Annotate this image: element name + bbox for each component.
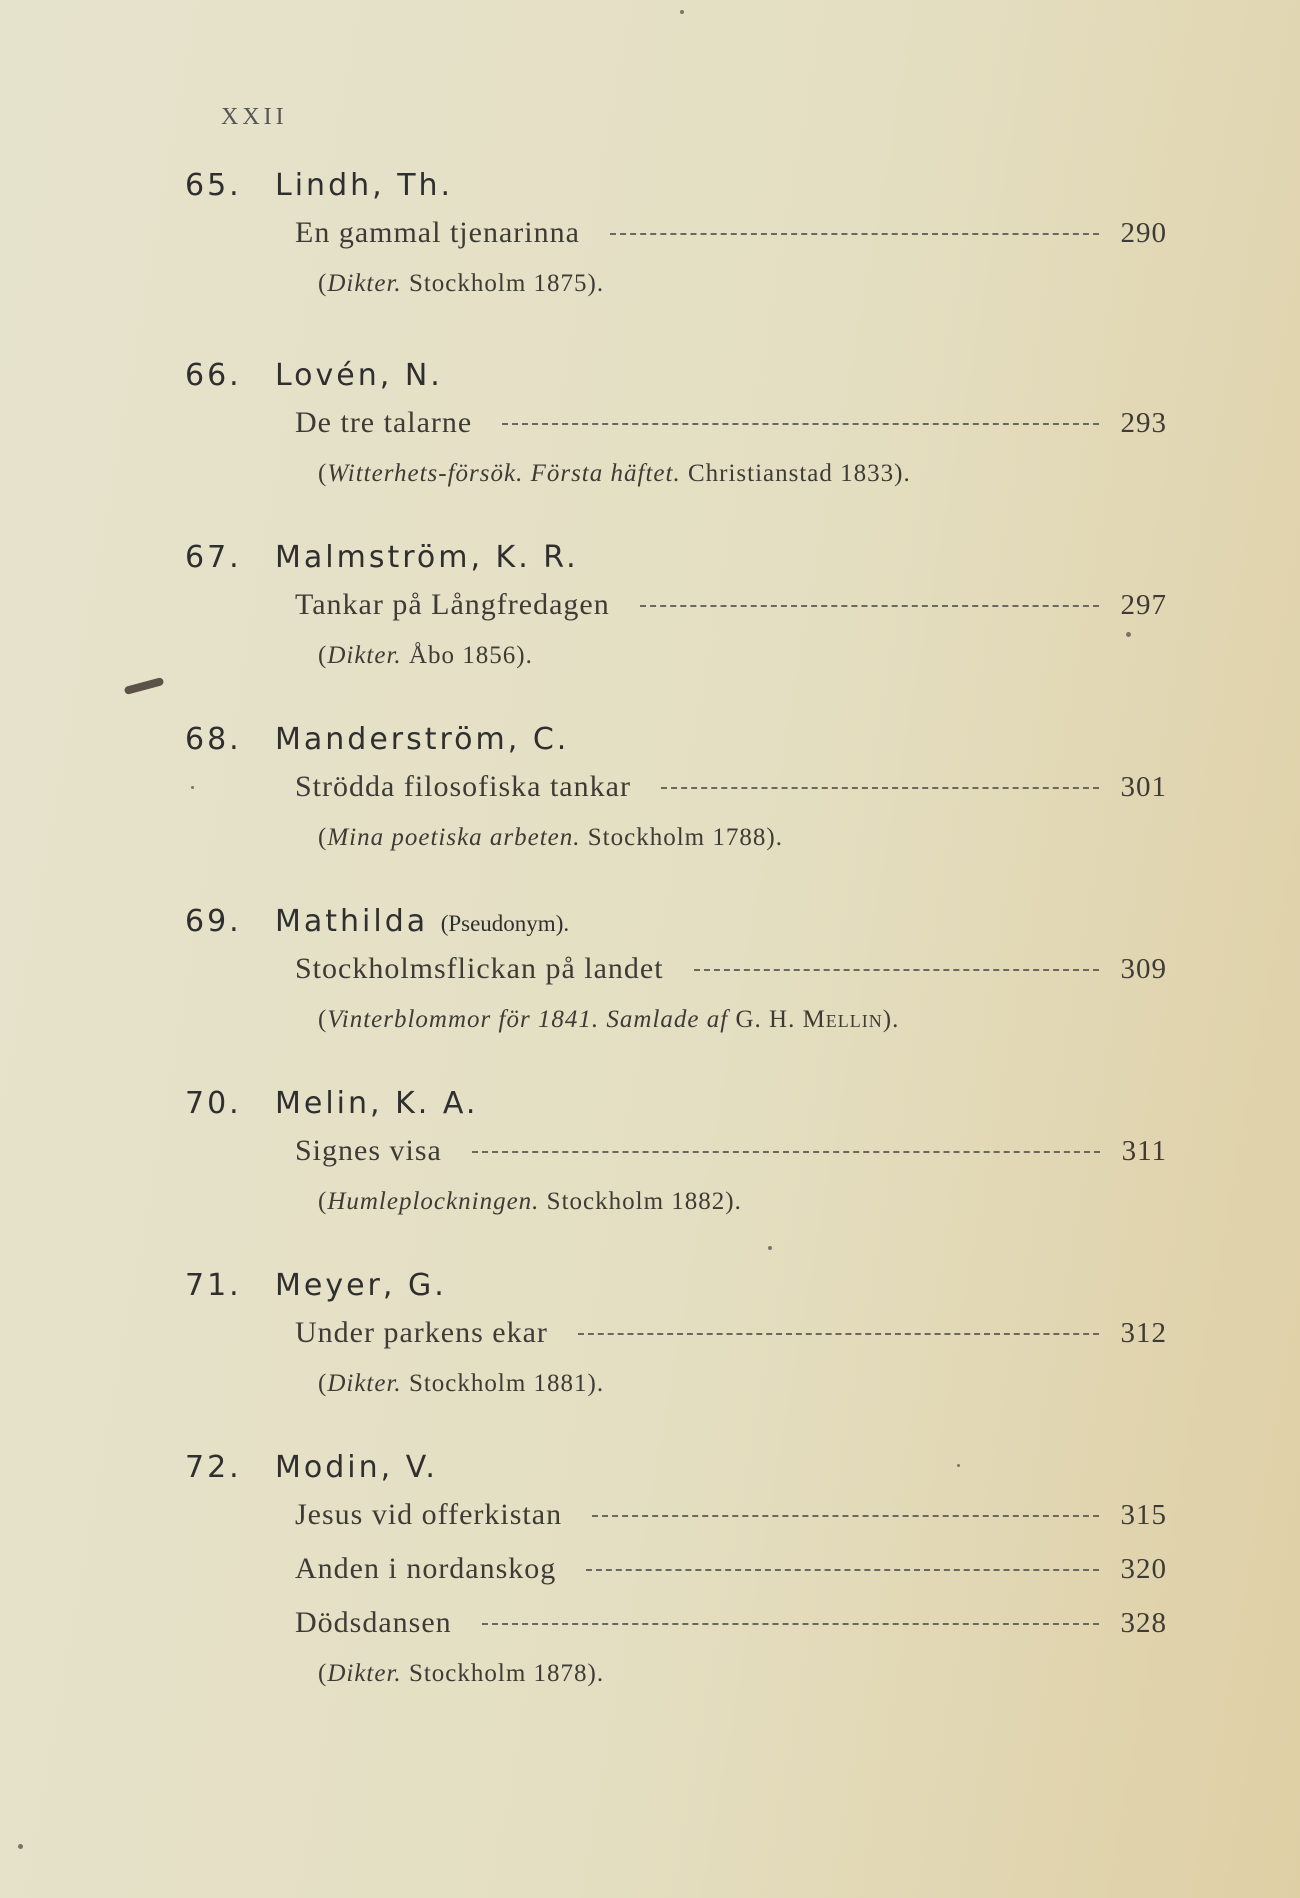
source-citation: (Dikter. Stockholm 1878). — [318, 1660, 605, 1687]
source-citation: (Dikter. Stockholm 1881). — [318, 1370, 605, 1397]
poem-line — [295, 1134, 1167, 1174]
poem-line — [295, 1552, 1167, 1592]
source-editor-surname: Mellin — [802, 1006, 883, 1033]
poem-line — [295, 1316, 1167, 1356]
entry-heading — [185, 1268, 447, 1303]
poem-line — [295, 1606, 1167, 1646]
entry-heading — [185, 1450, 438, 1485]
source-place: Stockholm 1881). — [408, 1370, 605, 1397]
poem-line — [295, 588, 1167, 628]
paper-speck — [191, 786, 194, 789]
entry-heading — [185, 904, 569, 939]
source-place: Stockholm 1878). — [408, 1660, 605, 1687]
poem-page: 290 — [1120, 217, 1167, 249]
poem-line — [295, 216, 1167, 256]
author-note: (Pseudonym). — [440, 911, 570, 936]
source-citation: (Humleplockningen. Stockholm 1882). — [318, 1188, 742, 1215]
author-name: Melin, K. A. — [275, 1086, 479, 1121]
source-place: Christianstad 1833). — [687, 460, 911, 487]
entry-heading — [185, 358, 443, 393]
source-citation: (Mina poetiska arbeten. Stockholm 1788). — [318, 824, 783, 851]
poem-page: 311 — [1121, 1135, 1167, 1167]
entry-heading — [185, 540, 579, 575]
poem-title: Under parkens ekar — [295, 1316, 548, 1349]
entry-number: 69. — [185, 904, 242, 939]
poem-page: 328 — [1120, 1607, 1167, 1639]
poem-title: Signes visa — [295, 1134, 442, 1167]
poem-title: Tankar på Långfredagen — [295, 588, 610, 621]
poem-title: De tre talarne — [295, 406, 473, 439]
dot-leader — [661, 787, 1099, 789]
dot-leader — [482, 1623, 1099, 1625]
poem-line — [295, 952, 1167, 992]
entry-number: 72. — [185, 1450, 242, 1485]
source-title: Mina poetiska arbeten. — [327, 824, 581, 851]
entry-number: 67. — [185, 540, 242, 575]
poem-title: En gammal tjenarinna — [295, 216, 580, 249]
source-title: Dikter. — [327, 1370, 402, 1397]
ink-mark — [124, 677, 165, 695]
poem-line — [295, 1498, 1167, 1538]
source-title: Dikter. — [327, 642, 402, 669]
source-place: Stockholm 1788). — [587, 824, 783, 851]
source-editor: G. H. — [735, 1006, 796, 1033]
source-title: Vinterblommor för 1841. Samlade af — [327, 1006, 729, 1033]
source-title: Humleplockningen. — [327, 1188, 540, 1215]
entry-number: 66. — [185, 358, 242, 393]
dot-leader — [694, 969, 1099, 971]
source-citation: (Vinterblommor för 1841. Samlade af G. H. Mellin). — [318, 1006, 900, 1033]
poem-page: 309 — [1120, 953, 1167, 985]
dot-leader — [586, 1569, 1098, 1571]
poem-title: Strödda filosofiska tankar — [295, 770, 631, 803]
poem-title: Stockholmsflickan på landet — [295, 952, 664, 985]
paper-speck — [680, 10, 684, 14]
paper-speck — [768, 1246, 772, 1250]
poem-title: Dödsdansen — [295, 1606, 452, 1639]
author-name: Lindh, Th. — [275, 168, 454, 203]
source-title: Dikter. — [327, 1660, 402, 1687]
dot-leader — [472, 1151, 1100, 1153]
poem-page: 312 — [1120, 1317, 1167, 1349]
dot-leader — [610, 233, 1099, 235]
dot-leader — [578, 1333, 1099, 1335]
poem-page: 315 — [1120, 1499, 1167, 1531]
author-name: Mathilda — [275, 904, 429, 939]
poem-page: 297 — [1120, 589, 1167, 621]
entry-heading — [185, 722, 569, 757]
author-name: Lovén, N. — [275, 358, 443, 393]
poem-title: Anden i nordanskog — [295, 1552, 557, 1585]
page-number: XXII — [221, 104, 288, 130]
source-citation: (Dikter. Stockholm 1875). — [318, 270, 605, 297]
poem-line — [295, 406, 1167, 446]
dot-leader — [502, 423, 1098, 425]
author-name: Meyer, G. — [275, 1268, 447, 1303]
dot-leader — [640, 605, 1099, 607]
source-end: ). — [882, 1006, 900, 1033]
author-name: Manderström, C. — [275, 722, 570, 757]
dot-leader — [592, 1515, 1098, 1517]
entry-number: 71. — [185, 1268, 242, 1303]
source-place: Stockholm 1875). — [408, 270, 605, 297]
paper-speck — [957, 1464, 960, 1467]
poem-page: 293 — [1120, 407, 1167, 439]
source-place: Stockholm 1882). — [546, 1188, 742, 1215]
paper-speck — [18, 1844, 23, 1849]
source-citation: (Witterhets-försök. Första häftet. Christianstad 1833). — [318, 460, 911, 487]
entry-heading — [185, 1086, 478, 1121]
source-place: Åbo 1856). — [408, 642, 533, 669]
source-title: Witterhets-försök. Första häftet. — [327, 460, 681, 487]
entry-number: 65. — [185, 168, 242, 203]
entry-number: 68. — [185, 722, 242, 757]
poem-page: 301 — [1120, 771, 1167, 803]
author-name: Modin, V. — [275, 1450, 438, 1485]
poem-title: Jesus vid offerkistan — [295, 1498, 563, 1531]
poem-line — [295, 770, 1167, 810]
source-citation: (Dikter. Åbo 1856). — [318, 642, 533, 669]
poem-page: 320 — [1120, 1553, 1167, 1585]
entry-heading — [185, 168, 453, 203]
source-title: Dikter. — [327, 270, 402, 297]
entry-number: 70. — [185, 1086, 242, 1121]
author-name: Malmström, K. R. — [275, 540, 579, 575]
paper-speck — [1126, 632, 1131, 637]
